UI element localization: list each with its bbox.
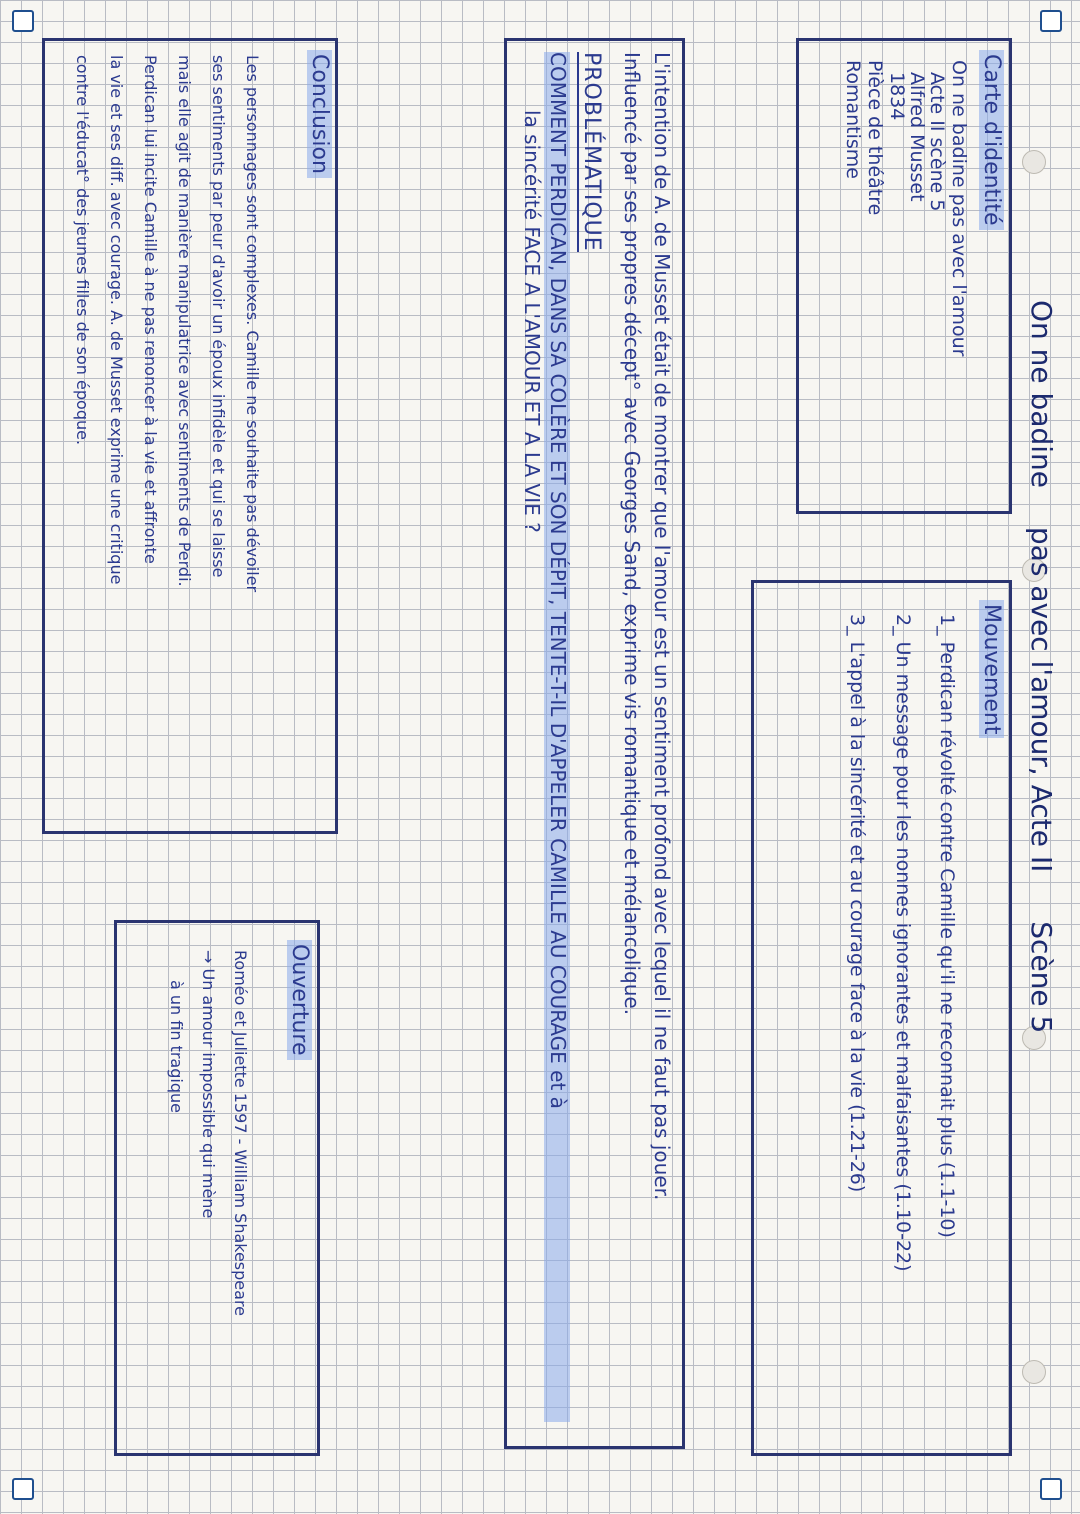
conclusion-line: Perdican lui incite Camille à ne pas renoncer à la vie et affronte	[141, 55, 160, 564]
intention-line1: L'intention de A. de Musset était de montrer que l'amour est un sentiment profond avec lequel il ne faut pas jouer.	[650, 52, 674, 1201]
carte-item: Romantisme	[842, 60, 864, 179]
carte-item: 1834	[886, 72, 908, 121]
ouverture-line3: à un fin tragique	[167, 980, 186, 1113]
problematique-heading: PROBLÉMATIQUE	[579, 52, 604, 252]
conclusion-line: ses sentiments par peur d'avoir un époux infidèle et qui se laisse	[209, 55, 228, 578]
ouverture-line1: Roméo et Juliette 1597 - William Shakespeare	[231, 950, 250, 1317]
mouvement-heading: Mouvement	[979, 600, 1004, 738]
carte-item: Acte II scène 5	[926, 72, 948, 212]
page-title	[1025, 300, 1058, 1200]
carte-heading: Carte d'identité	[979, 50, 1004, 230]
mouvement-box	[751, 580, 1012, 1456]
ouverture-heading: Ouverture	[287, 940, 312, 1060]
carte-item: Pièce de théâtre	[864, 60, 886, 216]
conclusion-line: mais elle agit de manière manipulatrice avec sentiments de Perdi.	[175, 55, 194, 587]
conclusion-line: Les personnages sont complexes. Camille ne souhaite pas dévoiler	[243, 55, 262, 593]
title-part2: pas avec l'amour, Acte II	[1025, 526, 1058, 873]
mouvement-item: 2_ Un message pour les nonnes ignorantes et malfaisantes (1.10-22)	[892, 614, 914, 1272]
mouvement-item: 3_ L'appel à la sincérité et au courage face à la vie (1.21-26)	[846, 614, 868, 1193]
ouverture-line2: → Un amour impossible qui mène	[199, 950, 218, 1219]
conclusion-line: la vie et ses diff. avec courage. A. de Musset exprime une critique	[107, 55, 126, 585]
carte-item: Alfred Musset	[906, 72, 928, 202]
conclusion-line: contre l'éducat° des jeunes filles de son époque.	[73, 55, 92, 446]
conclusion-heading: Conclusion	[307, 50, 332, 178]
title-part3: Scène 5	[1025, 921, 1058, 1034]
problematique-line1: COMMENT PERDICAN, DANS SA COLÈRE ET SON DÉPIT, TENTE-T-IL D'APPELER CAMILLE AU COURAGE et à	[546, 52, 570, 1109]
title-part1: On ne badine	[1025, 300, 1058, 489]
mouvement-item: 1_ Perdican révolté contre Camille qu'il ne reconnait plus (1.1-10)	[936, 614, 958, 1238]
problematique-line2: la sincérité FACE A L'AMOUR ET A LA VIE ?	[520, 110, 544, 533]
carte-item: On ne badine pas avec l'amour	[948, 60, 970, 357]
intention-line2: Influencé par ses propres décept° avec Georges Sand, exprime vis romantique et mélancolique.	[620, 52, 644, 1016]
